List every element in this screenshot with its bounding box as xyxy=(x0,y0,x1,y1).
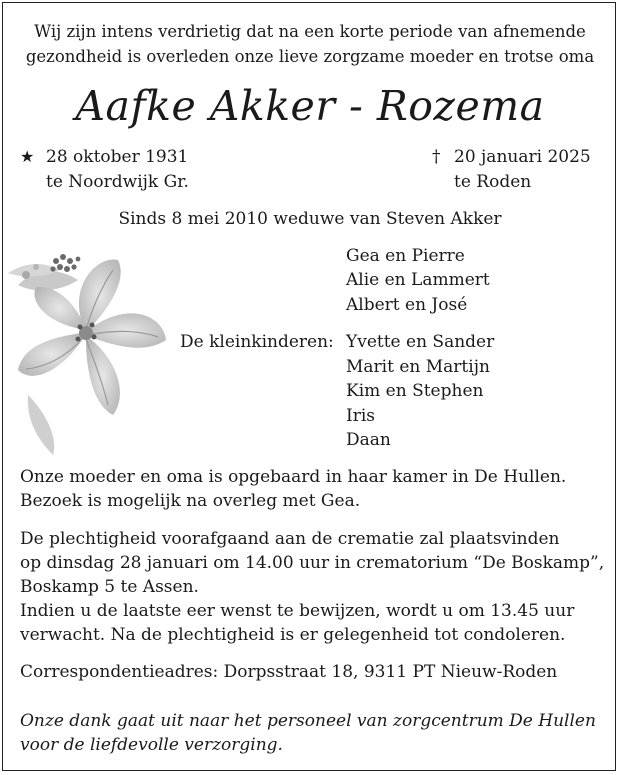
birth-place: te Noordwijk Gr. xyxy=(46,172,189,192)
intro-line-1: Wij zijn intens verdrietig dat na een korte periode van afnemende xyxy=(34,22,586,41)
grandchild-1: Yvette en Sander xyxy=(346,332,495,352)
thanks-line-2: voor de liefdevolle verzorging. xyxy=(20,735,283,755)
ceremony-line-5: verwacht. Na de plechtigheid is er gelegenheid tot condoleren. xyxy=(20,625,566,645)
ceremony-line-4: Indien u de laatste eer wenst te bewijzen, wordt u om 13.45 uur xyxy=(20,601,575,621)
star-icon: ★ xyxy=(20,147,35,166)
laid-out-line-2: Bezoek is mogelijk na overleg met Gea. xyxy=(20,491,361,511)
death-date: 20 januari 2025 xyxy=(454,147,591,167)
intro-line-2: gezondheid is overleden onze lieve zorgzame moeder en trotse oma xyxy=(25,47,595,66)
ceremony-line-1: De plechtigheid voorafgaand aan de crematie zal plaatsvinden xyxy=(20,529,560,549)
grandchild-5: Daan xyxy=(346,430,391,450)
cross-icon: † xyxy=(432,147,441,167)
flower-illustration xyxy=(8,245,168,460)
widow-line: Sinds 8 mei 2010 weduwe van Steven Akker xyxy=(118,209,502,229)
death-block xyxy=(432,145,591,169)
deceased-name: Aafke Akker - Rozema xyxy=(75,82,545,130)
correspondence-address: Correspondentieadres: Dorpsstraat 18, 9311 PT Nieuw-Roden xyxy=(20,662,558,682)
laid-out-line-1: Onze moeder en oma is opgebaard in haar kamer in De Hullen. xyxy=(20,467,567,487)
child-3: Albert en José xyxy=(346,295,468,315)
ceremony-line-2: op dinsdag 28 januari om 14.00 uur in crematorium “De Boskamp”, xyxy=(20,553,605,573)
birth-date: 28 oktober 1931 xyxy=(46,147,189,167)
ceremony-line-3: Boskamp 5 te Assen. xyxy=(20,577,199,597)
grandchild-3: Kim en Stephen xyxy=(346,381,484,401)
child-1: Gea en Pierre xyxy=(346,246,465,266)
grandchildren-label: De kleinkinderen: xyxy=(180,332,334,352)
death-place: te Roden xyxy=(454,172,532,192)
thanks-line-1: Onze dank gaat uit naar het personeel van zorgcentrum De Hullen xyxy=(20,711,596,731)
child-2: Alie en Lammert xyxy=(346,270,490,290)
grandchild-4: Iris xyxy=(346,406,376,426)
grandchild-2: Marit en Martijn xyxy=(346,357,490,377)
birth-block xyxy=(20,145,188,169)
